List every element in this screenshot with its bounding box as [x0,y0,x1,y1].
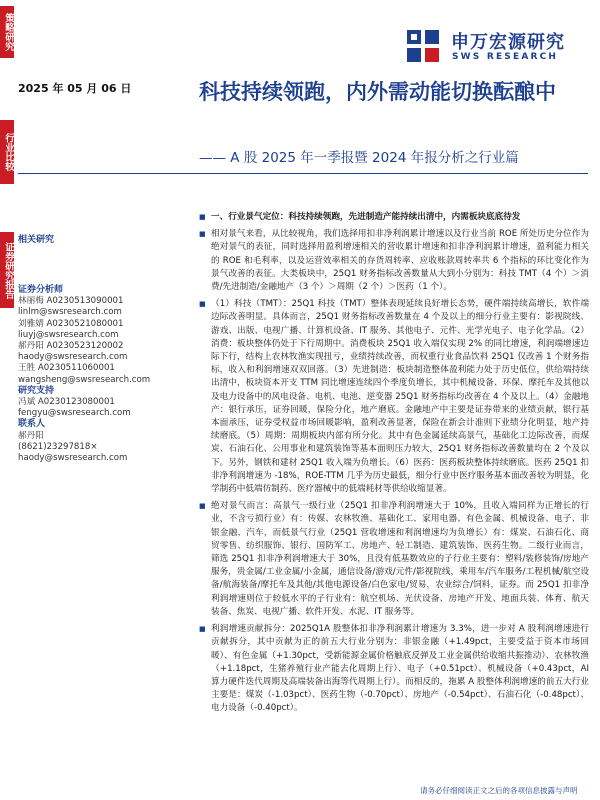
summary-point-4: ■ 绝对景气而言：高景气一级行业（25Q1 扣非净利润增速大于 10%，且收入端同样为正增长的行业，不含亏损行业）有：传媒、农林牧渔、基础化工、家用电器、有色金属、机械设备、电子、非银金融、汽车，而低景气行业（25Q1 营收增速和利润增速均为负增长）有：煤炭、石油石化、商贸零售、纺织服饰、银行、国防军工、房地产、轻工制造、建筑装饰、医药生物。二级行业而言，筛选 25Q1 扣非净利润增速大于 30%，且没有低基数效应的子行业主要有：塑料/装修装饰/房地产服务，贵金属/工业金属/小金属，通信设备/游戏/元件/影视院线，乘用车/汽车服务/工程机械/航空设备/航海装备/摩托车及其他/其他电源设备/白色家电/贸易，农业综合/饲料，证券。而 25Q1 扣非净利润增速则位于较低水平的子行业有：航空机场、光伏设备、房地产开发、地面兵装、体育、航天装备、焦炭、电视广播、软件开发、水泥、IT 服务等。 [199,500,589,619]
contact-name: 郝丹阳 [18,430,44,441]
disclaimer-footer: 请务必仔细阅读正文之后的各项信息披露与声明 [420,786,578,795]
summary-point-3: ■ （1）科技（TMT）：25Q1 科技（TMT）整体表现延续良好增长态势，硬件端持续高增长，软件端边际改善明显。具体而言，25Q1 财务指标改善数量在 4 个及以上的细分行业主要有：影视院线、游戏、出版、电视广播、计算机设备、IT 服务、其他电子、元件、光学光电子、电子化学品。（2）消费：板块整体仍处于下行周期中。消费板块 25Q1 收入端仅实现 2% 的同比增速，利润端增速边际下行，结构上农林牧渔实现扭亏，业绩持续改善，而权重行业食品饮料 25Q1 仅改善 1 个财务指标，收入和利润增速双双回落。（3）先进制造：板块制造整体盈利能力处于历史低位，供给端持续出清中，板块资本开支 TTM 同比增速连续四个季度负增长，其中机械设备、环保、摩托车及其他以及电力设备中的风电设备、电机、电池、逆变器 25Q1 财务指标均改善在 4 个及以上。（4）金融地产：银行承压，证券回暖，保险分化，地产磨底。金融地产中主要是证券带来的业绩贡献，银行基本面承压，证券受权益市场回暖影响，盈利改善显著，保险在新会计准则下业绩分化明显，地产持续磨底。（5）周期：周期板块内部有所分化。其中有色金属延续高景气，基础化工边际改善，而煤炭、石油石化、公用事业和建筑装饰等基本面则压力较大，25Q1 财务指标改善数量均在 2 个及以下。另外，钢铁和建材 25Q1 收入端为负增长。（6）医药：医药板块整体持续磨底。医药 25Q1 扣非净利润增速为 -18%，ROE-TTM 几乎为历史最低，细分行业中医疗服务基本面改善较为明显，化学制药中低端仿制药、医疗器械中的低端耗材等供给收缩显著。 [199,298,589,496]
tag-industry-compare: 行业比较 [0,120,14,184]
logo-en: SWS RESEARCH [452,52,559,62]
analyst-email[interactable]: haody@swsresearch.com [18,352,128,363]
contact-phone: (8621)23297818× [18,441,98,452]
research-support-heading: 研究支持 [18,385,55,396]
tag-securities-report: 证券研究报告 [0,232,14,308]
analysts-block [18,285,188,464]
support-line: 冯斌 A0230123080001 [18,397,115,408]
contact-email[interactable]: haody@swsresearch.com [18,453,128,464]
analyst-line: 林丽梅 A0230513090001 [18,296,124,307]
summary-point-5: ■ 利润增速贡献拆分：2025Q1A 股整体扣非净利润累计增速为 3.3%，进一步对 A 股利润增速进行贡献拆分，其中贡献为正的前五大行业分别为：非银金融（+1.49pct，主要受益于资本市场回暖）、有色金属（+1.30pct，受新能源金属价格触底反弹及工业金属供给收缩共振推动）、农林牧渔（+1.18pct，生猪养殖行业产能去化周期上行）、电子（+0.51pct）、机械设备（+0.43pct，AI 算力硬件迭代周期及高端装备出海等代周期上行）。而相反的，拖累 A 股整体利润增速的前五大行业主要是：煤炭（-1.03pct）、医药生物（-0.70pct）、房地产（-0.54pct）、石油石化（-0.48pct）、电力设备（-0.40pct）。 [199,623,589,715]
report-subtitle: —— A 股 2025 年一季报暨 2024 年报分析之行业篇 [199,150,519,166]
contact-heading: 联系人 [18,419,46,430]
report-body [199,211,589,720]
analyst-line: 郝丹阳 A0230523120002 [18,341,124,352]
title-divider [18,173,588,174]
analyst-email[interactable]: wangsheng@swsresearch.com [18,374,151,385]
related-research [18,235,188,246]
report-date: 2025 年 05 月 06 日 [18,82,132,95]
analyst-line: 刘雅婧 A0230521080001 [18,318,124,329]
analyst-email[interactable]: liuyj@swsresearch.com [18,329,119,340]
support-email[interactable]: fengyu@swsresearch.com [18,408,131,419]
logo-cn: 申万宏源研究 [451,32,565,53]
analysts-heading: 证券分析师 [18,285,64,295]
summary-point-2: ■ 相对景气来看，从比较视角，我们选择用扣非净利润累计增速以及行业当前 ROE 所处历史分位作为绝对景气的表征，同时选择用盈利增速相关的营收累计增速和扣非净利润累计增速，盈利能力相关的 ROE 和毛利率，以及运营效率相关的存货周转率、应收账款周转率共 6 个指标的环比变化作为景气改善的表征。大类板块中，25Q1 财务指标改善数量从大到小分别为：科技 TMT（4 个）＞消费/先进制造/金融地产（3 个）＞周期（2 个）＞医药（1 个）。 [199,228,589,294]
tag-strategy: 策略研究 [0,6,14,58]
analyst-line: 王胜 A0230511060001 [18,363,115,374]
sws-logo [405,24,580,72]
report-title: 科技持续领跑，内外需动能切换酝酿中 [199,80,556,104]
sws-logo-icon [405,26,445,66]
summary-point-1: ■ 一、行业景气定位：科技持续领跑，先进制造产能持续出清中，内需板块底底待发 [199,211,589,224]
analyst-email[interactable]: linlm@swsresearch.com [18,307,122,318]
related-research-heading: 相关研究 [18,235,55,245]
